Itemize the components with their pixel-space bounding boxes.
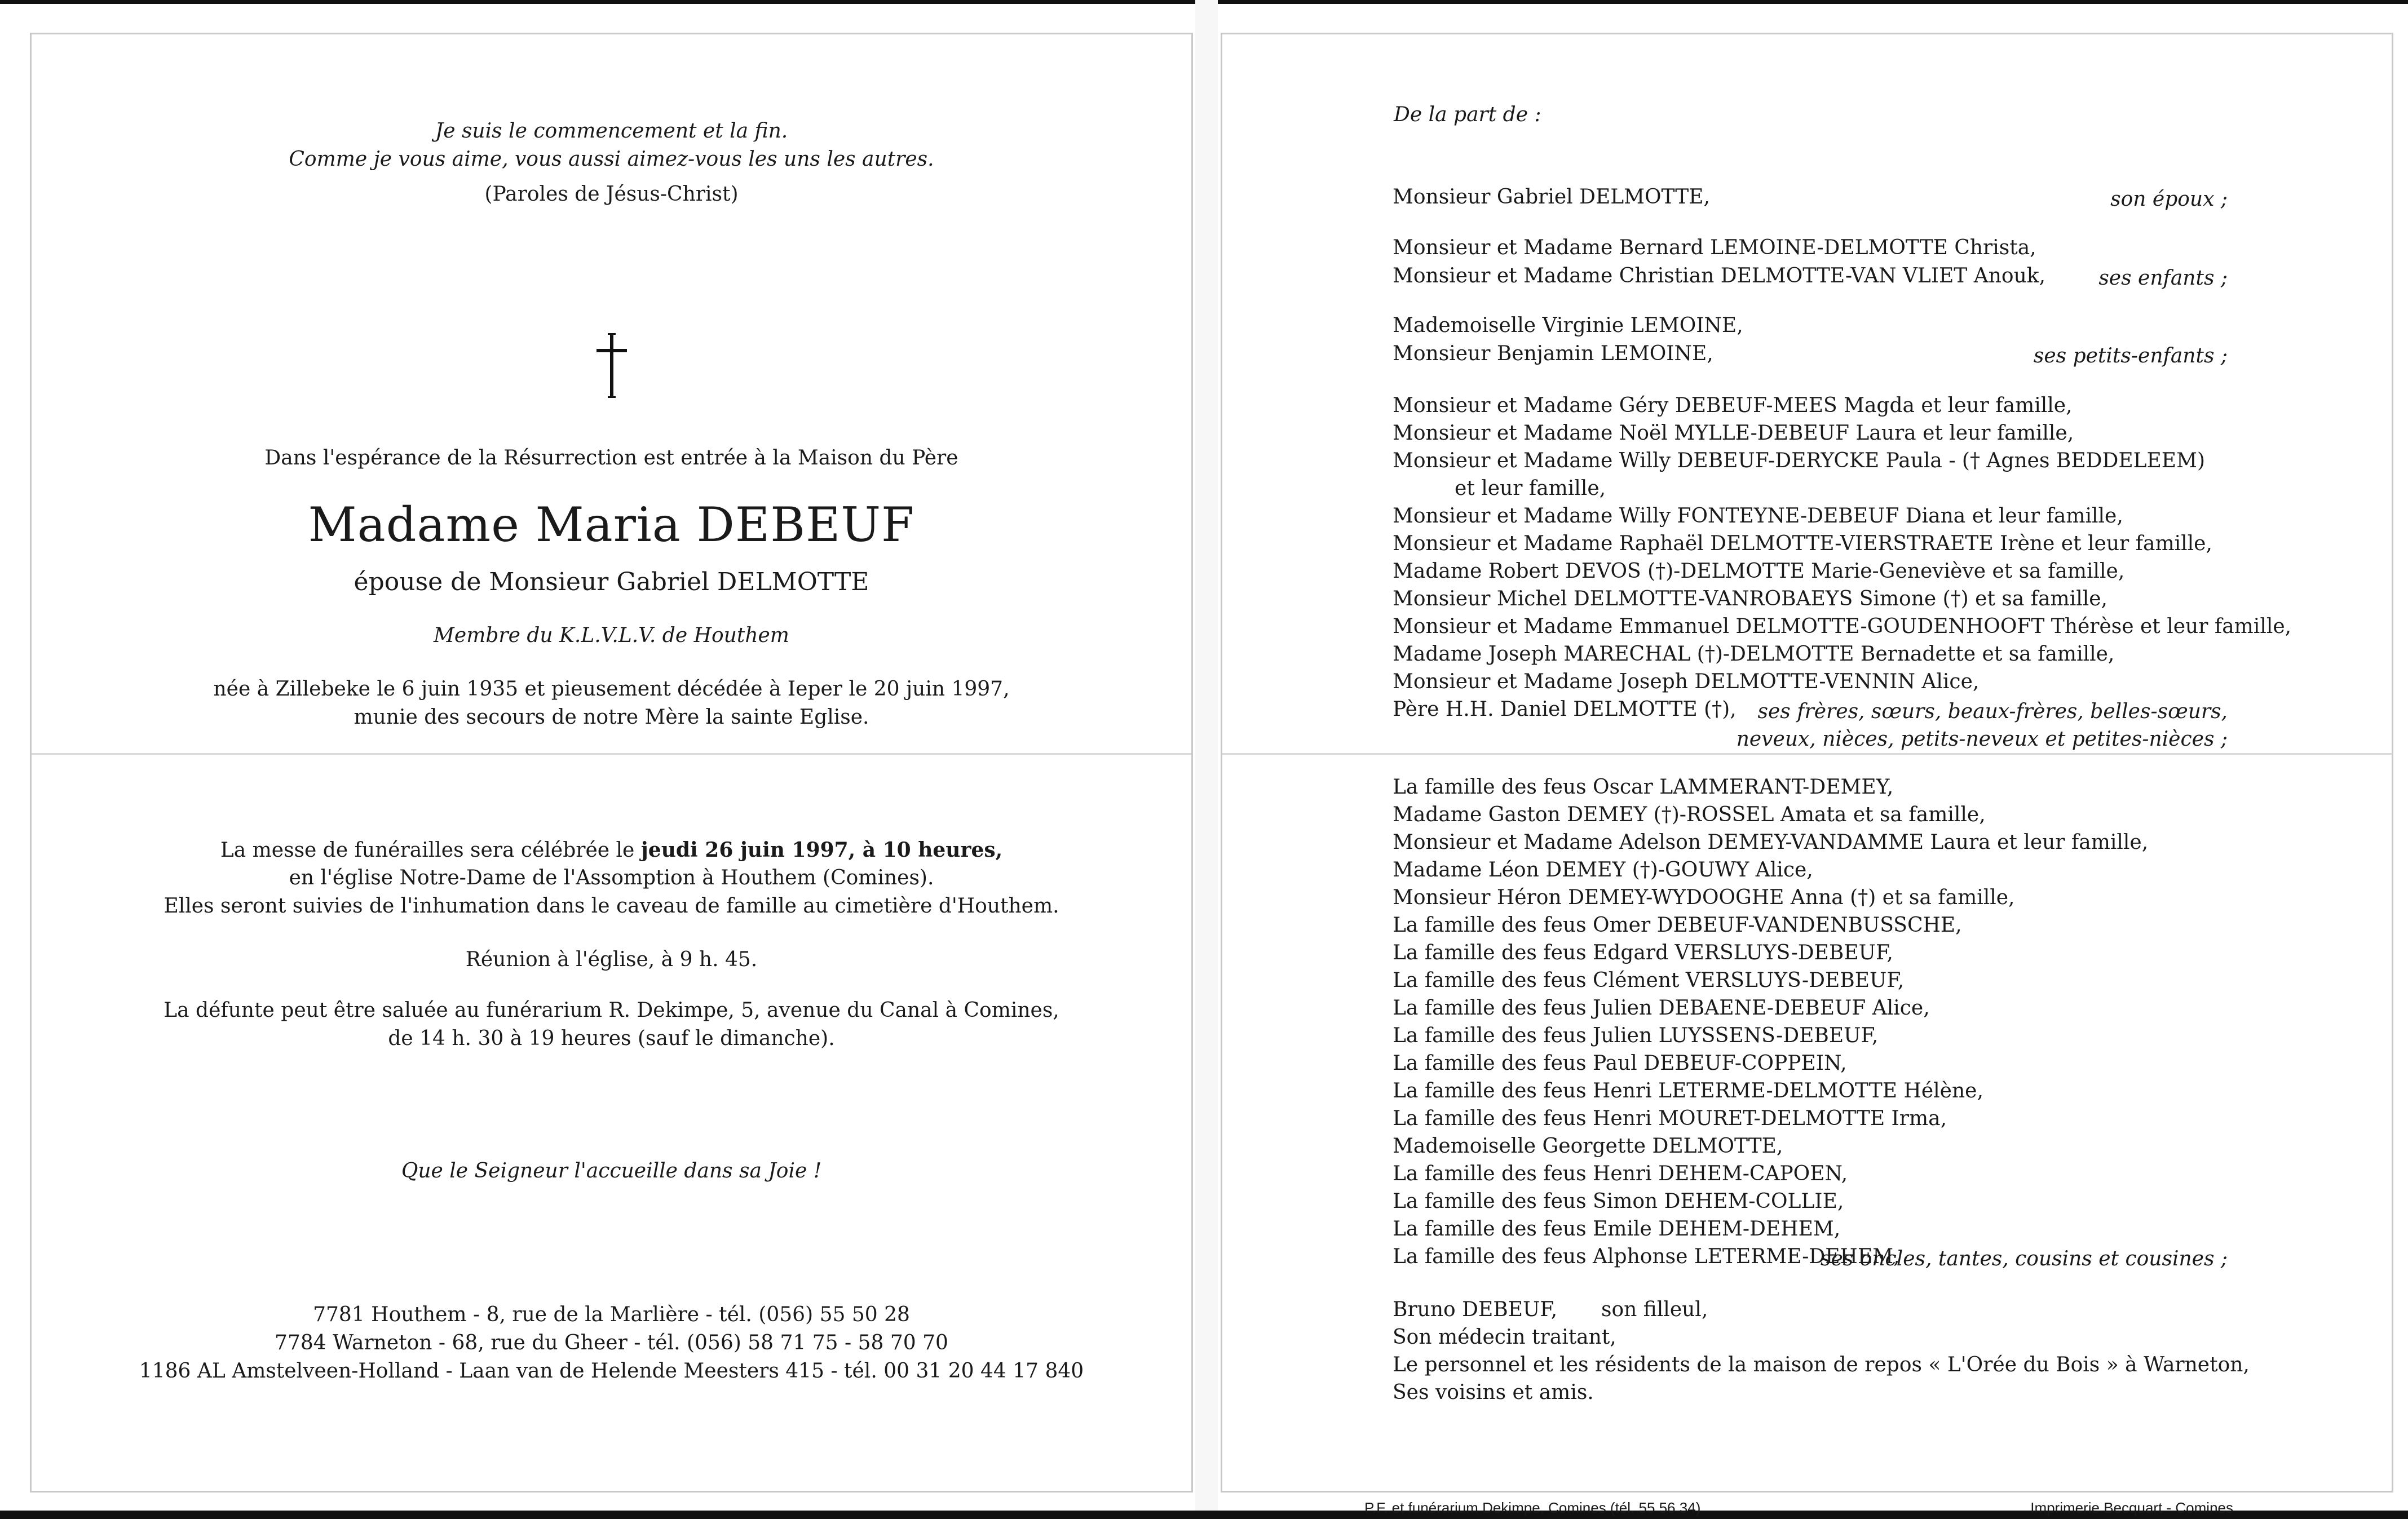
membership: Membre du K.L.V.L.V. de Houthem [434, 624, 789, 647]
family-line: La famille des feus Edgard VERSLUYS-DEBEUF, [1393, 941, 1893, 964]
viewing-line-1: La défunte peut être saluée au funérarium R. Dekimpe, 5, avenue du Canal à Comines, [164, 999, 1059, 1022]
quote-line-1: Je suis le commencement et la fin. [435, 119, 788, 143]
doctor-line: Son médecin traitant, [1393, 1326, 1616, 1349]
family-line: La famille des feus Henri MOURET-DELMOTTE Irma, [1393, 1107, 1947, 1130]
funeral-home-credit: P.F. et funérarium Dekimpe, Comines (tél. 55 56 34) [1364, 1499, 1701, 1516]
sibling-line: Monsieur et Madame Joseph DELMOTTE-VENNIN Alice, [1393, 670, 1980, 693]
sibling-line: Monsieur et Madame Willy DEBEUF-DERYCKE Paula - († Agnes BEDDELEEM) [1393, 449, 2205, 472]
family-line: La famille des feus Emile DEHEM-DEHEM, [1393, 1217, 1841, 1241]
husband-role: son époux ; [2110, 188, 2228, 211]
family-role: ses oncles, tantes, cousins et cousines ; [1820, 1247, 2228, 1270]
quote-line-2: Comme je vous aime, vous aussi aimez-vous les uns les autres. [289, 148, 934, 171]
family-line: La famille des feus Omer DEBEUF-VANDENBUSSCHE, [1393, 914, 1962, 937]
husband-line: Monsieur Gabriel DELMOTTE, [1393, 185, 1710, 209]
sibling-line: Madame Robert DEVOS (†)-DELMOTTE Marie-Geneviève et sa famille, [1393, 560, 2125, 583]
fold-line [1222, 753, 2392, 755]
sibling-line: Monsieur et Madame Willy FONTEYNE-DEBEUF Diana et leur famille, [1393, 504, 2123, 528]
family-line: Mademoiselle Georgette DELMOTTE, [1393, 1135, 1783, 1158]
printer-credit: Imprimerie Becquart - Comines [2030, 1499, 2233, 1516]
sibling-line: Madame Joseph MARECHAL (†)-DELMOTTE Bernadette et sa famille, [1393, 643, 2115, 666]
family-line: La famille des feus Julien LUYSSENS-DEBEUF, [1393, 1024, 1879, 1047]
family-line: Monsieur et Madame Adelson DEMEY-VANDAMME Laura et leur famille, [1393, 831, 2149, 854]
sibling-line: Monsieur et Madame Noël MYLLE-DEBEUF Laura et leur famille, [1393, 422, 2074, 445]
address-amstelveen: 1186 AL Amstelveen-Holland - Laan van de Helende Meesters 415 - tél. 00 31 20 44 17 840 [139, 1359, 1084, 1383]
family-line: Madame Gaston DEMEY (†)-ROSSEL Amata et sa famille, [1393, 803, 1986, 826]
grandchild-line: Monsieur Benjamin LEMOINE, [1393, 342, 1713, 365]
child-line: Monsieur et Madame Bernard LEMOINE-DELMOTTE Christa, [1393, 236, 2036, 259]
child-line: Monsieur et Madame Christian DELMOTTE-VAN VLIET Anouk, [1393, 264, 2046, 287]
closing-prayer: Que le Seigneur l'accueille dans sa Joie ! [401, 1159, 822, 1183]
mass-line-1-text: La messe de funérailles sera célébrée le [220, 839, 641, 862]
neighbours-line: Ses voisins et amis. [1393, 1381, 1594, 1404]
sibling-line: et leur famille, [1455, 477, 1606, 500]
family-line: La famille des feus Henri LETERME-DELMOTTE Hélène, [1393, 1079, 1983, 1102]
siblings-role-line-1: ses frères, sœurs, beaux-frères, belles-sœurs, [1757, 700, 2228, 723]
mass-line-1 [32, 838, 1191, 863]
sibling-line: Monsieur et Madame Emmanuel DELMOTTE-GOUDENHOOFT Thérèse et leur famille, [1393, 615, 2292, 638]
children-role: ses enfants ; [2098, 267, 2228, 290]
viewing-line-2: de 14 h. 30 à 19 heures (sauf le dimanche). [388, 1027, 835, 1050]
meeting-time: Réunion à l'église, à 9 h. 45. [465, 948, 758, 971]
siblings-role-line-2: neveux, nièces, petits-neveux et petites-nièces ; [1736, 728, 2228, 751]
fold-line [32, 753, 1191, 755]
family-line: La famille des feus Paul DEBEUF-COPPEIN, [1393, 1052, 1847, 1075]
godson-role: son filleul, [1601, 1298, 1708, 1321]
sibling-line: Monsieur et Madame Géry DEBEUF-MEES Magda et leur famille, [1393, 394, 2073, 417]
scan-gutter [1195, 0, 1218, 1519]
cross-icon [592, 332, 631, 400]
mass-line-3: Elles seront suivies de l'inhumation dans le caveau de famille au cimetière d'Houthem. [164, 894, 1059, 918]
mass-date: jeudi 26 juin 1997, à 10 heures, [640, 838, 1003, 862]
left-card [30, 33, 1193, 1493]
deceased-name: Madame Maria DEBEUF [308, 497, 915, 552]
family-line: La famille des feus Julien DEBAENE-DEBEUF Alice, [1393, 997, 1930, 1020]
spouse-line: épouse de Monsieur Gabriel DELMOTTE [354, 568, 869, 596]
birth-death-line-1: née à Zillebeke le 6 juin 1935 et pieusement décédée à Ieper le 20 juin 1997, [213, 677, 1010, 701]
family-line: La famille des feus Clément VERSLUYS-DEBEUF, [1393, 969, 1905, 992]
family-line: Monsieur Héron DEMEY-WYDOOGHE Anna (†) et sa famille, [1393, 886, 2015, 909]
address-houthem: 7781 Houthem - 8, rue de la Marlière - tél. (056) 55 50 28 [313, 1303, 910, 1326]
intro-text: Dans l'espérance de la Résurrection est entrée à la Maison du Père [264, 446, 958, 470]
family-line: Madame Léon DEMEY (†)-GOUWY Alice, [1393, 858, 1813, 882]
sibling-line: Monsieur Michel DELMOTTE-VANROBAEYS Simone (†) et sa famille, [1393, 587, 2107, 610]
grandchild-line: Mademoiselle Virginie LEMOINE, [1393, 314, 1743, 337]
grandchildren-role: ses petits-enfants ; [2033, 344, 2228, 367]
family-line: La famille des feus Oscar LAMMERANT-DEMEY, [1393, 776, 1894, 799]
family-line: La famille des feus Henri DEHEM-CAPOEN, [1393, 1162, 1848, 1185]
family-line: La famille des feus Alphonse LETERME-DEHEM, [1393, 1245, 1900, 1268]
address-warneton: 7784 Warneton - 68, rue du Gheer - tél. (056) 58 71 75 - 58 70 70 [275, 1331, 948, 1354]
staff-line: Le personnel et les résidents de la maison de repos « L'Orée du Bois » à Warneton, [1393, 1353, 2250, 1376]
mass-line-2: en l'église Notre-Dame de l'Assomption à Houthem (Comines). [289, 866, 934, 889]
sibling-line: Père H.H. Daniel DELMOTTE (†), [1393, 698, 1737, 721]
quote-source: (Paroles de Jésus-Christ) [484, 183, 739, 206]
family-line: La famille des feus Simon DEHEM-COLLIE, [1393, 1190, 1844, 1213]
from-heading: De la part de : [1394, 103, 1541, 126]
sibling-line: Monsieur et Madame Raphaël DELMOTTE-VIERSTRAETE Irène et leur famille, [1393, 532, 2212, 555]
godson-line: Bruno DEBEUF, [1393, 1298, 1558, 1321]
birth-death-line-2: munie des secours de notre Mère la sainte Eglise. [354, 706, 869, 729]
